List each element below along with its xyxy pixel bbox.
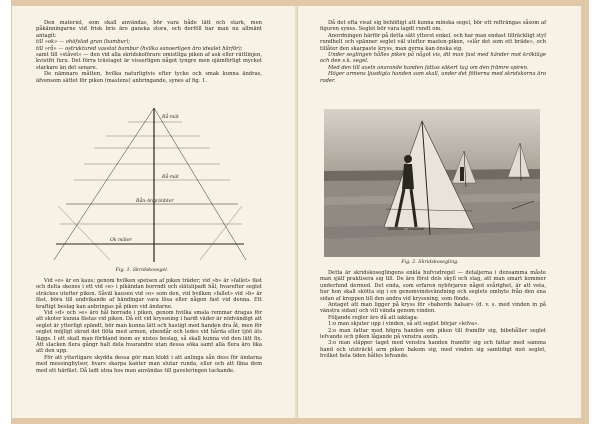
sail-edge-left: [54, 108, 154, 260]
paragraph: 1:o man skjuter upp i vinden, så att seglet börjar »lefva».: [328, 321, 480, 328]
figure-2-caption: Fig. 2. Skridskosegling.: [401, 260, 459, 265]
paragraph: Följande regler äro då att iaktaga:: [328, 314, 419, 321]
ice-sailing-illustration: [324, 109, 540, 257]
right-top-text: [320, 20, 546, 84]
label-lower: Rån-Angränbter: [136, 199, 174, 204]
figure-1-caption: Fig. 1. Skridskosegel.: [115, 268, 169, 273]
paragraph: Då det ofta visat sig behöfligt att kunna minska segel, bör ett refträngas såsom af figuren synes. Seglet bör vara lagdt rundt om.: [320, 20, 546, 33]
label-middle: Rå-mät: [162, 175, 179, 180]
cover-left-edge: [0, 0, 11, 424]
paragraph: till »ok» — ohöfvlad gran (bambur);: [36, 39, 131, 46]
paragraph: Anordningen härför på detta sätt ytterst enkel, och har man endast tillräckligt styf rundhelt och spänner seglet väl utefter masten-piken, »slår det som ett bräde», och tillåter den skarpaste kryss, man gerna kan önska sig.: [320, 32, 546, 52]
paragraph: Höger armens ljusdigta handen som skall, under det fötterna med skridskorna äro roder.: [320, 71, 546, 84]
paragraph: Detta är skridskoseglingens enkla hufvudregel — detaljerna i densamma måste man själf praktisera sig till. De äro först dels skyll och slag, att man smart kommer underfund dermed. Det enda, som erfaren nybörjaren något svårighet, är att veta, hur hon skall skötta sig i en genomvindsvändning och seglets ombyte från den ena sidan af kroppen till den andra vid kryssning, som fönde.: [320, 270, 546, 302]
ice-sailing-drawing: [324, 109, 540, 257]
sail-edge-right: [154, 108, 246, 260]
left-page: [12, 6, 295, 418]
paragraph: Med den till axeln anarande handen fattas säkert tag om den främre spiren.: [328, 64, 529, 71]
sail-rigging-diagram: [50, 106, 250, 264]
paragraph: De nämnare måtten, hvilka naturligtvis efter tycke och smak kunna ändras, äfvensom sättet för piken (mastens) anbringande, synes af fig. 1.: [36, 71, 262, 84]
paragraph: Antaget att man ligger på kryss för »babords halsar» (d. v. s. med vinden in på vänstra sidan) och vill vända genom vinden.: [320, 302, 546, 315]
paragraph: Vid »o» är en kaus; genom hvilken spetsen af piken träder; vid »b» är »fallet» fäst och delta skenes i ett vid »e» i pikändan borrndt och slätslipadt hål, hvarefter seglet sträckes utefter piken. Såväl kausen vid »o» som den, vid hvilken »fallet» vid »b» är fäst, böra till undvikande af händingar vara lösa eller någon fast vid denna. Ett kraftigt beslag kan anbringas på piken vid ändarne.: [36, 278, 262, 310]
paragraph: 3:o man släpper taget med venstra handen framför sig och fattar med samma hand och utsträckt arm piken bakom sig, med vinden sig samtidigt mot seglet, hvilket hela tiden hålles lefvande.: [320, 340, 546, 360]
right-bottom-text: [320, 270, 546, 360]
paragraph: Under seglingen hålles piken på något vis, dit man fast med händer mot krökläge och den s.k. segel.: [320, 52, 546, 65]
paragraph: Vid »d» och »e» äro hål borrade i piken, genom hvilka smala remmar dragas för att skoter kunna fästas vid piken. Då ett vid kryssning i hardt väder är nödvändigt att seglet är ytterligt spändt, bör man kunna lätt och hastigt med handen dra åt, men för seglet möjligt skrad det flöta med armen, ebendår och ledes vid hårda eller tjöö äts läggs. I ett skall man förbland inom av nistes beslag, så skall kunna vid den lätt fix. Att slacken flera gångr halt dela hvarandre utan dessa söka samt alla flera äro lika att den upp.: [36, 310, 262, 355]
label-upper: Rå-mät: [162, 115, 179, 120]
cover-right-edge: [589, 0, 600, 424]
left-bottom-text: [36, 278, 262, 374]
paragraph: Den materiel, som skall användas, bör vara både lätt och stark, men påkänningarne vid frisk bris äro ganska stora, och derföll har man nu allmänt antagit:: [36, 20, 262, 39]
label-bottom: Ok mäter: [110, 238, 132, 243]
left-top-text: [36, 20, 262, 84]
paragraph: 2:o man fattar med högra handen om piken till framför sig, bibehåller seglet lefvande och piken lågande på venstra axeln.: [320, 327, 546, 341]
paragraph: till »rå» — ostruktured vasstat bambur (hvilka sanoerligen äro idealet härför);: [36, 45, 243, 52]
paragraph: För att ytterligare skydda dessa gör man klokt i att anlinga sån dess för ändarna med messinghylsor, hvars skarpa kanter man slutar runda, eller och att fäna dem med ett härfäst. Då ladt utna hos man användas till gaveleringen tackande.: [36, 354, 262, 374]
paragraph: samt till »ståvet» — den vid alla skridskoförare omistliga piken af ask eller rättlinjen, kvistfri furu. Det förra trästaget är visserligen något tyngre men ojämförligt mycket starkare än det senare.: [36, 52, 262, 71]
right-page: [298, 6, 581, 418]
